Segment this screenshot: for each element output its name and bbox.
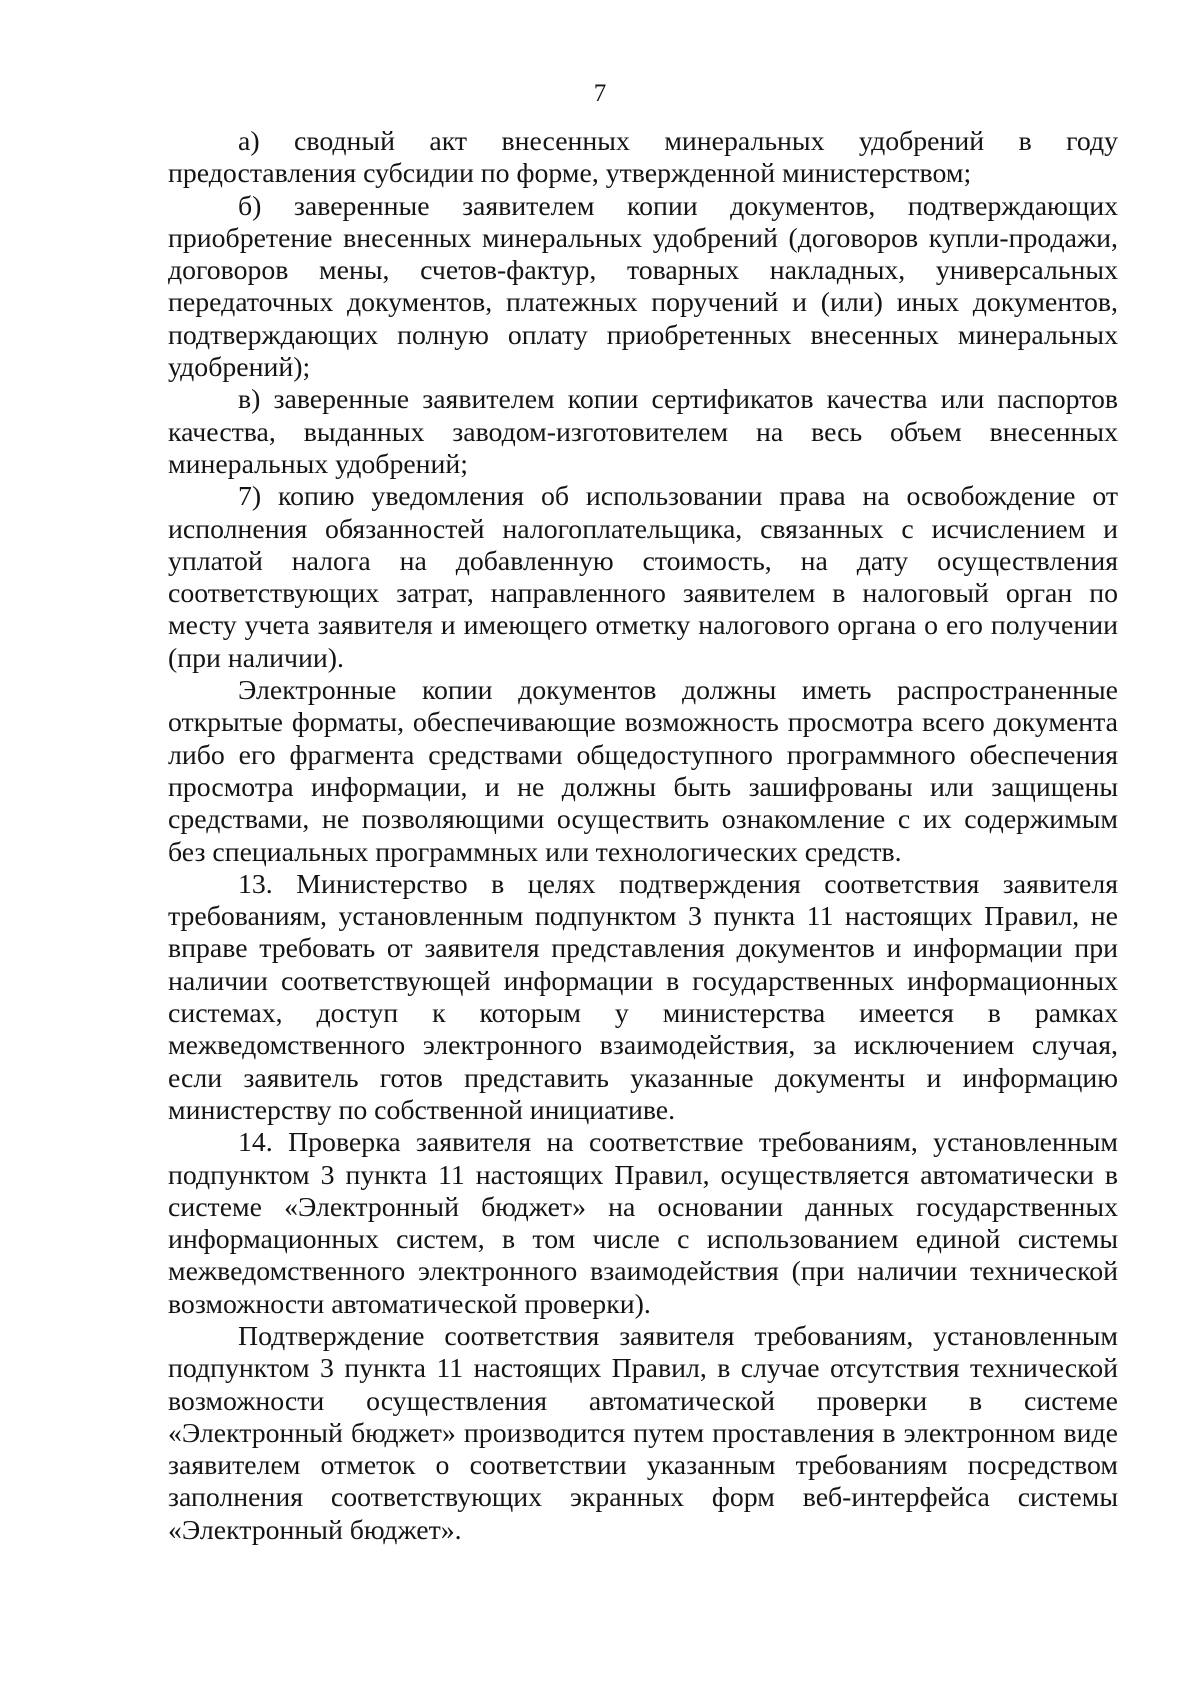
paragraph-electronic-copies: Электронные копии документов должны иметь распространенные открытые форматы, обеспечивающие возможность просмотра всего документа либо его фрагмента средствами общедоступного программного обеспечения просмотра информации, и не должны быть зашифрованы или защищены средствами, не позволяющими осуществить ознакомление с их содержимым без специальных программных или технологических средств.: [168, 675, 1118, 868]
paragraph-purchase-documents: б) заверенные заявителем копии документов, подтверждающих приобретение внесенных минеральных удобрений (договоров купли-продажи, договоров мены, счетов-фактур, товарных накладных, универсальных передаточных документов, платежных поручений и (или) иных документов, подтверждающих полную оплату приобретенных внесенных минеральных удобрений);: [168, 190, 1118, 384]
page-number: 7: [593, 80, 607, 107]
paragraph-quality-certificates: в) заверенные заявителем копии сертификатов качества или паспортов качества, выданных заводом-изготовителем на весь объем внесенных минеральных удобрений;: [168, 384, 1118, 480]
paragraph-vat-notice: 7) копию уведомления об использовании права на освобождение от исполнения обязанностей налогоплательщика, связанных с исчислением и уплатой налога на добавленную стоимость, на дату осуществления соответствующих затрат, направленного заявителем в налоговый орган по месту учета заявителя и имеющего отметку налогового органа о его получении (при наличии).: [168, 481, 1118, 674]
paragraph-item-13: 13. Министерство в целях подтверждения соответствия заявителя требованиям, установленным подпунктом 3 пункта 11 настоящих Правил, не вправе требовать от заявителя представления документов и информации при наличии соответствующей информации в государственных информационных системах, доступ к которым у министерства имеется в рамках межведомственного электронного взаимодействия, за исключением случая, если заявитель готов представить указанные документы и информацию министерству по собственной инициативе.: [168, 868, 1118, 1126]
paragraph-summary-act: а) сводный акт внесенных минеральных удобрений в году предоставления субсидии по форме, утвержденной министерством;: [168, 126, 1118, 190]
document-body: [168, 126, 1118, 1547]
paragraph-confirmation: Подтверждение соответствия заявителя требованиям, установленным подпунктом 3 пункта 11 настоящих Правил, в случае отсутствия технической возможности осуществления автоматической проверки в системе «Электронный бюджет» производится путем проставления в электронном виде заявителем отметок о соответствии указанным требованиям посредством заполнения соответствующих экранных форм веб-интерфейса системы «Электронный бюджет».: [168, 1320, 1118, 1546]
paragraph-item-14: 14. Проверка заявителя на соответствие требованиям, установленным подпунктом 3 пункта 11 настоящих Правил, осуществляется автоматически в системе «Электронный бюджет» на основании данных государственных информационных систем, в том числе с использованием единой системы межведомственного электронного взаимодействия (при наличии технической возможности автоматической проверки).: [168, 1127, 1118, 1320]
